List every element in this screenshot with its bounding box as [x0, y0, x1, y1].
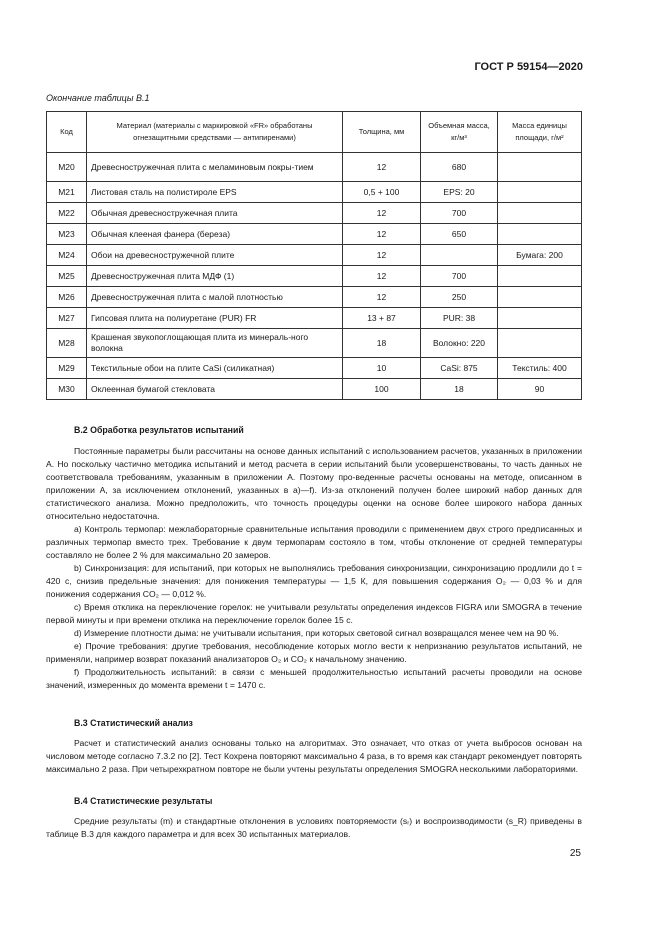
table-row	[47, 266, 582, 287]
cell-density: 18	[421, 379, 498, 400]
cell-material: Листовая сталь на полистироле EPS	[87, 182, 343, 203]
cell-thickness: 12	[343, 266, 421, 287]
col-header-material: Материал (материалы с маркировкой «FR» обработаны огнезащитными средствами — антипиренами)	[87, 112, 343, 153]
table-row	[47, 153, 582, 182]
list-item-f: f) Продолжительность испытаний: в связи с меньшей продолжительностью испытаний расчеты проводили на основе значений, измеренных до момента времени t = 1470 с.	[46, 667, 582, 690]
cell-code: М23	[47, 224, 87, 245]
cell-area-mass	[498, 153, 582, 182]
cell-area-mass	[498, 224, 582, 245]
cell-thickness: 13 + 87	[343, 308, 421, 329]
cell-area-mass	[498, 308, 582, 329]
cell-density: PUR: 38	[421, 308, 498, 329]
standard-number: ГОСТ Р 59154—2020	[474, 61, 583, 73]
cell-area-mass	[498, 266, 582, 287]
cell-area-mass: 90	[498, 379, 582, 400]
table-row	[47, 203, 582, 224]
cell-code: М28	[47, 329, 87, 358]
list-item-a: а) Контроль термопар: межлабораторные сравнительные испытания проводили с применением двух строго предписанных и различных термопар вместо трех. Требование к двум термопарам состояло в том, чтобы отклонение от средней температуры составляло не более 2 % для максимально 20 замеров.	[46, 524, 582, 560]
cell-code: М29	[47, 358, 87, 379]
table-row	[47, 329, 582, 358]
paragraph: Средние результаты (m) и стандартные отклонения в условиях повторяемости (sᵣ) и воспроизводимости (s_R) приведены в таблице В.3 для каждого параметра и для всех 30 испытанных материалов.	[46, 816, 582, 839]
cell-material: Древесностружечная плита с малой плотностью	[87, 287, 343, 308]
cell-thickness: 12	[343, 287, 421, 308]
cell-material: Крашеная звукопоглощающая плита из минераль-ного волокна	[87, 329, 343, 358]
cell-material: Оклеенная бумагой стекловата	[87, 379, 343, 400]
cell-thickness: 18	[343, 329, 421, 358]
cell-area-mass	[498, 203, 582, 224]
section-b3	[46, 717, 582, 776]
table-row	[47, 358, 582, 379]
section-heading: В.2 Обработка результатов испытаний	[74, 425, 244, 435]
table-header-row	[47, 112, 582, 153]
cell-density: Волокно: 220	[421, 329, 498, 358]
cell-thickness: 12	[343, 245, 421, 266]
cell-thickness: 100	[343, 379, 421, 400]
section-b2	[46, 424, 582, 692]
cell-density: 250	[421, 287, 498, 308]
table-row	[47, 308, 582, 329]
cell-code: М30	[47, 379, 87, 400]
table-row	[47, 379, 582, 400]
cell-density: EPS: 20	[421, 182, 498, 203]
cell-area-mass: Текстиль: 400	[498, 358, 582, 379]
cell-code: М22	[47, 203, 87, 224]
col-header-area-mass: Масса единицы площади, г/м²	[498, 112, 582, 153]
cell-area-mass: Бумага: 200	[498, 245, 582, 266]
page-number: 25	[569, 848, 581, 859]
col-header-density: Объемная масса, кг/м³	[421, 112, 498, 153]
col-header-code: Код	[47, 112, 87, 153]
cell-density: 700	[421, 266, 498, 287]
table-row	[47, 224, 582, 245]
cell-code: М25	[47, 266, 87, 287]
cell-material: Древесностружечная плита МДФ (1)	[87, 266, 343, 287]
col-header-thickness: Толщина, мм	[343, 112, 421, 153]
cell-area-mass	[498, 287, 582, 308]
materials-table	[46, 111, 582, 400]
table-body	[47, 153, 582, 400]
cell-material: Обычная древесностружечная плита	[87, 203, 343, 224]
table-caption: Окончание таблицы В.1	[46, 93, 150, 103]
cell-thickness: 12	[343, 203, 421, 224]
table-row	[47, 182, 582, 203]
cell-area-mass	[498, 182, 582, 203]
cell-density	[421, 245, 498, 266]
cell-density: 700	[421, 203, 498, 224]
list-item-c: c) Время отклика на переключение горелок: не учитывали результаты определения индексов FIGRA или SMOGRA в течение первой минуты и при времени отклика на переключение горелок более 15 с.	[46, 602, 582, 625]
cell-density: 680	[421, 153, 498, 182]
table-row	[47, 245, 582, 266]
cell-material: Древесностружечная плита с меламиновым покры-тием	[87, 153, 343, 182]
cell-code: М27	[47, 308, 87, 329]
cell-thickness: 0,5 + 100	[343, 182, 421, 203]
list-item-b: b) Синхронизация: для испытаний, при которых не выполнялись требования синхронизации, синхронизацию продлили до t = 420 с, снизив предельные значения: для понижения температуры — 1,5 К, для повышения содержания O₂ — 0,03 % и для понижения содержания CO₂ — 0,012 %.	[46, 563, 582, 599]
cell-code: М20	[47, 153, 87, 182]
cell-material: Обычная клееная фанера (береза)	[87, 224, 343, 245]
section-heading: В.3 Статистический анализ	[74, 718, 193, 728]
cell-material: Гипсовая плита на полиуретане (PUR) FR	[87, 308, 343, 329]
section-b4	[46, 795, 582, 841]
section-heading: В.4 Статистические результаты	[74, 796, 213, 806]
cell-code: М21	[47, 182, 87, 203]
cell-material: Обои на древесностружечной плите	[87, 245, 343, 266]
paragraph: Постоянные параметры были рассчитаны на основе данных испытаний с использованием расчетов, указанных в приложении А. Но поскольку частично методика испытаний и метод расчета в серии испытаний были усовершенствованы, то часть данных не соответствовала требованиям, указанным в приложении А. Поэтому про-веденные расчеты основаны на методе, описанном в приложении А, за исключением отклонений, указанных в а)—f). Из-за отклонений получен более широкий набор данных для статистического анализа. Можно предположить, что точность процедуры оценки на основе более широкого набора данных относительно недостаточна.	[46, 446, 582, 521]
paragraph: Расчет и статистический анализ основаны только на алгоритмах. Это означает, что отказ от учета выбросов основан на числовом методе согласно 7.3.2 по [2]. Тест Кохрена повторяют максимально 4 раза, в то время как стандарт рекомендует повторять максимально 2 раза. При четырехкратном повторе не были учтены результаты определения SMOGRA несколькими лабораториями.	[46, 738, 582, 774]
cell-thickness: 12	[343, 224, 421, 245]
cell-material: Текстильные обои на плите CaSi (силикатная)	[87, 358, 343, 379]
cell-density: 650	[421, 224, 498, 245]
cell-density: CaSi: 875	[421, 358, 498, 379]
list-item-e: е) Прочие требования: другие требования, несоблюдение которых могло вести к непризнанию результатов испытаний, не применяли, например возврат показаний анализаторов O₂ и CO₂ к начальному значению.	[46, 641, 582, 664]
cell-thickness: 12	[343, 153, 421, 182]
cell-code: М26	[47, 287, 87, 308]
cell-area-mass	[498, 329, 582, 358]
cell-thickness: 10	[343, 358, 421, 379]
table-row	[47, 287, 582, 308]
cell-code: М24	[47, 245, 87, 266]
list-item-d: d) Измерение плотности дыма: не учитывали испытания, при которых световой сигнал возвращался менее чем на 90 %.	[74, 628, 559, 638]
